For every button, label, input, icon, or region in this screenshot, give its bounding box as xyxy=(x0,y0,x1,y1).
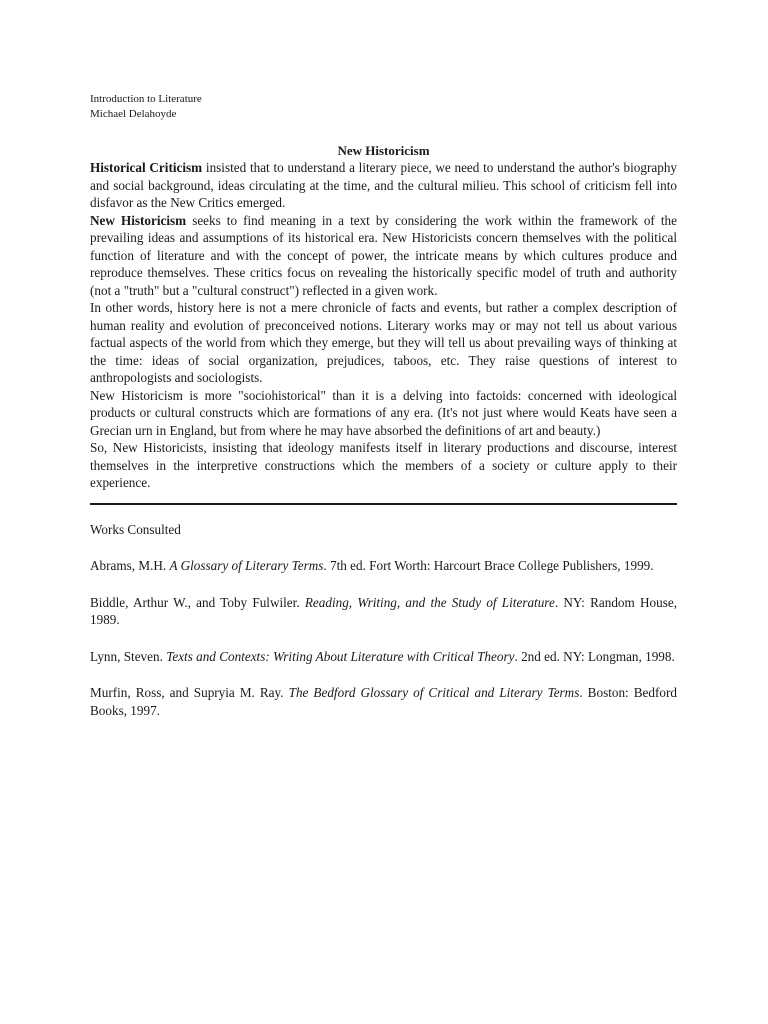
reference-title: The Bedford Glossary of Critical and Literary Terms xyxy=(288,685,580,700)
reference-publication: . 2nd ed. NY: Longman, 1998. xyxy=(514,648,675,664)
paragraph-sociohistorical: New Historicism is more "sociohistorical" than it is a delving into factoids: concerned with ideological products or cultural constructs which are formations of any era. (It's not just where would Keats have seen a Grecian urn in England, but from where he may have absorbed the definitions of art and beauty.) xyxy=(90,387,677,438)
reference-entry xyxy=(90,557,677,575)
reference-entry xyxy=(90,684,677,719)
paragraph-ideology: So, New Historicists, insisting that ideology manifests itself in literary productions and discourse, interest themselves in the interpretive constructions which the members of a society or culture apply to their experience. xyxy=(90,440,677,490)
reference-authors: Lynn, Steven. xyxy=(90,648,167,664)
reference-authors: Murfin, Ross, and Supryia M. Ray. xyxy=(90,685,289,700)
reference-publication: . NY: Random House, 1989. xyxy=(90,594,677,627)
reference-publication: . Boston: Bedford Books, 1997. xyxy=(90,685,677,718)
section-divider xyxy=(90,503,677,505)
course-name: Introduction to Literature xyxy=(90,93,202,105)
paragraph-text: seeks to find meaning in a text by considering the work within the framework of the prevailing ideas and assumptions of its historical era. New Historicists concern themselves with the political function of literature and with the concept of power, the intricate means by which cultures produce and reproduce themselves. These critics focus on revealing the historically specific model of truth and authority (not a "truth" but a "cultural construct") reflected in a given work. xyxy=(90,212,677,298)
paragraph-historical-criticism xyxy=(90,159,677,212)
reference-authors: Abrams, M.H. xyxy=(90,558,170,573)
document-page xyxy=(90,92,677,719)
author-name: Michael Delahoyde xyxy=(90,108,177,120)
term-new-historicism: New Historicism xyxy=(90,212,187,228)
works-consulted-heading: Works Consulted xyxy=(90,521,181,537)
paragraph-in-other-words: In other words, history here is not a mere chronicle of facts and events, but rather a complex description of human reality and evolution of preconceived notions. Literary works may or may not tell us about various factual aspects of the world from which they emerge, but they will tell us about prevailing ways of thinking at the time: ideas of social organization, prejudices, taboos, etc. They raise questions of interest to anthropologists and sociologists. xyxy=(90,300,677,385)
reference-entry xyxy=(90,594,677,629)
reference-entry xyxy=(90,648,677,666)
document-title: New Historicism xyxy=(337,143,430,158)
reference-title: Reading, Writing, and the Study of Literature xyxy=(304,594,555,610)
paragraph-new-historicism xyxy=(90,212,677,300)
paragraph-text: insisted that to understand a literary piece, we need to understand the author's biography and social background, ideas circulating at the time, and the cultural milieu. This school of criticism fell into disfavor as the New Critics emerged. xyxy=(90,160,678,210)
reference-authors: Biddle, Arthur W., and Toby Fulwiler. xyxy=(90,594,305,610)
reference-publication: . 7th ed. Fort Worth: Harcourt Brace College Publishers, 1999. xyxy=(323,558,654,573)
reference-title: Texts and Contexts: Writing About Literature with Critical Theory xyxy=(166,648,515,664)
reference-title: A Glossary of Literary Terms xyxy=(169,558,324,573)
term-historical-criticism: Historical Criticism xyxy=(90,160,203,175)
